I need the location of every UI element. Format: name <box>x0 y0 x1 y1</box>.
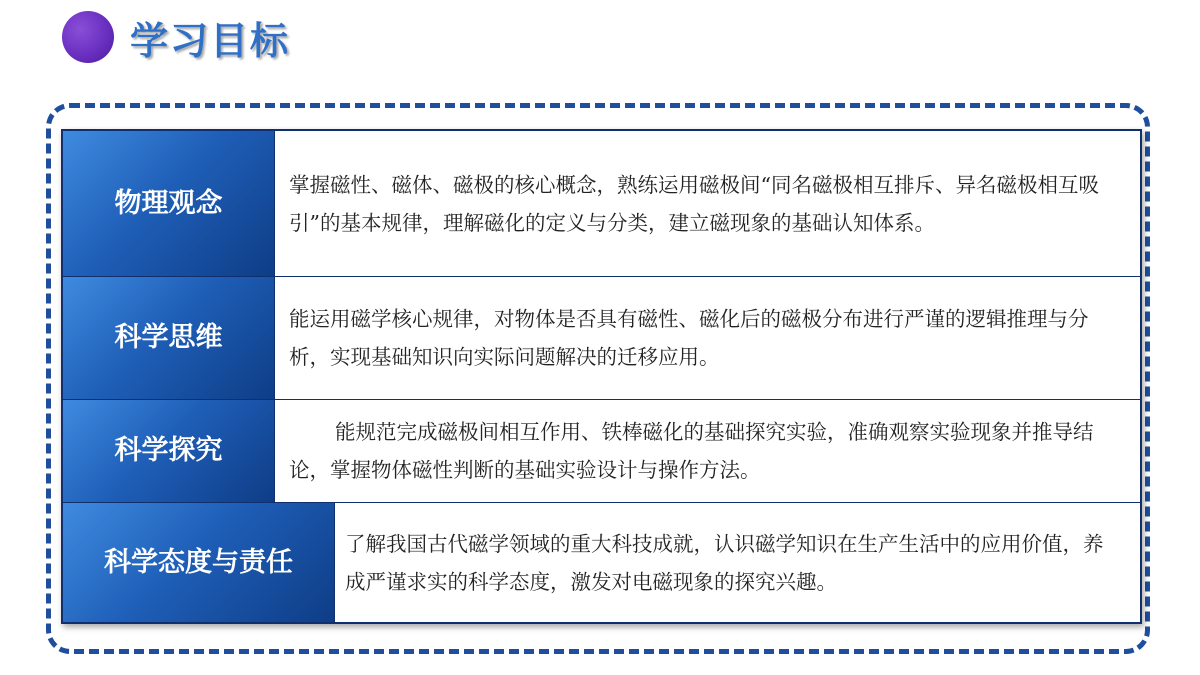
row-content <box>275 277 1140 399</box>
objectives-table <box>61 129 1142 624</box>
row-text: 掌握磁性、磁体、磁极的核心概念，熟练运用磁极间“同名磁极相互排斥、异名磁极相互吸引”的基本规律，理解磁化的定义与分类，建立磁现象的基础认知体系。 <box>289 172 1099 235</box>
row-label: 科学探究 <box>63 400 275 502</box>
section-header <box>62 8 290 66</box>
row-content <box>335 503 1140 622</box>
table-row-physics-concept <box>63 131 1140 276</box>
row-content <box>275 400 1140 502</box>
row-text: 能规范完成磁极间相互作用、铁棒磁化的基础探究实验，准确观察实验现象并推导结论，掌握物体磁性判断的基础实验设计与操作方法。 <box>289 420 1094 482</box>
row-label: 物理观念 <box>63 131 275 276</box>
row-label: 科学思维 <box>63 277 275 399</box>
row-content <box>275 131 1140 276</box>
bullet-circle-icon <box>62 11 114 63</box>
row-label: 科学态度与责任 <box>63 503 335 622</box>
page-title: 学习目标 <box>130 18 291 63</box>
row-text: 了解我国古代磁学领域的重大科技成就，认识磁学知识在生产生活中的应用价值，养成严谨求实的科学态度，激发对电磁现象的探究兴趣。 <box>345 531 1104 594</box>
table-row-scientific-thinking <box>63 276 1140 399</box>
table-row-scientific-inquiry <box>63 399 1140 502</box>
row-text: 能运用磁学核心规律，对物体是否具有磁性、磁化后的磁极分布进行严谨的逻辑推理与分析，实现基础知识向实际问题解决的迁移应用。 <box>289 307 1089 369</box>
table-row-attitude-responsibility <box>63 502 1140 622</box>
